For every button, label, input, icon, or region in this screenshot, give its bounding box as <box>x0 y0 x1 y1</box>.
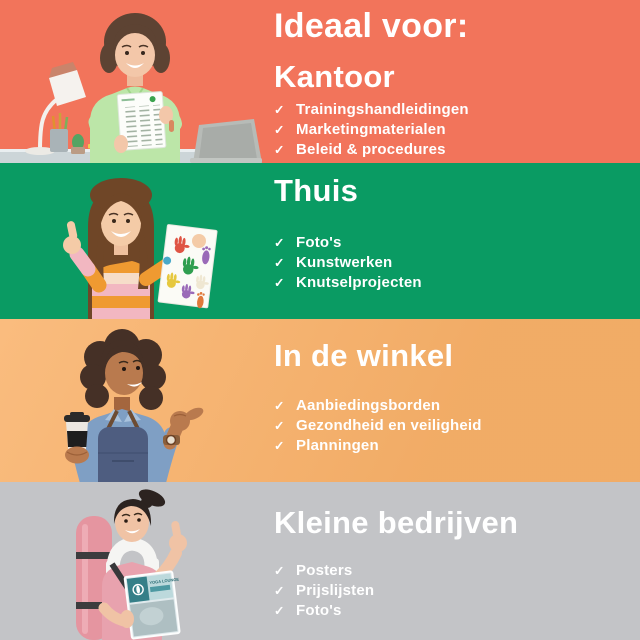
thuis-copy <box>274 163 632 293</box>
checklist-item-label: Gezondheid en veiligheid <box>296 416 482 434</box>
checklist-item-label: Beleid & procedures <box>296 140 446 158</box>
checklist-item <box>274 253 632 273</box>
checklist-item <box>274 601 632 621</box>
checklist-item-label: Posters <box>296 561 353 579</box>
checklist-item <box>274 561 632 581</box>
checklist-item <box>274 273 632 293</box>
kantoor-copy <box>274 0 632 160</box>
section-title-bedrijven: Kleine bedrijven <box>274 505 519 540</box>
check-icon: ✓ <box>274 255 285 270</box>
check-icon: ✓ <box>274 142 285 157</box>
check-icon: ✓ <box>274 275 285 290</box>
section-thuis <box>0 163 640 319</box>
photo-barista <box>0 319 262 482</box>
photo-yoga-woman <box>0 482 262 640</box>
checklist-item <box>274 233 632 253</box>
check-icon: ✓ <box>274 438 285 453</box>
checklist-item <box>274 100 632 120</box>
winkel-copy <box>274 319 632 456</box>
checklist-bedrijven <box>274 561 632 621</box>
pointing-thumb-hand <box>163 405 205 445</box>
check-icon: ✓ <box>274 235 285 250</box>
pencil-cup-icon <box>50 113 68 152</box>
checklist-item <box>274 581 632 601</box>
office-woman-illustration <box>0 0 262 163</box>
check-icon: ✓ <box>274 583 285 598</box>
barista <box>79 329 172 482</box>
wrist-watch-icon <box>163 435 180 445</box>
checklist-item <box>274 140 632 160</box>
checklist-item <box>274 436 632 456</box>
section-bedrijven <box>0 482 640 640</box>
coffee-cup-icon <box>64 412 90 464</box>
thumbs-up-hand <box>169 520 187 552</box>
gripping-hand <box>192 234 206 248</box>
laptop-icon <box>190 119 262 163</box>
yoga-woman-illustration <box>0 482 262 640</box>
checklist-item-label: Aanbiedingsborden <box>296 396 441 414</box>
cactus-icon <box>71 134 85 154</box>
checklist-thuis <box>274 233 632 293</box>
wrist-watch-icon <box>169 120 174 132</box>
checklist-item <box>274 120 632 140</box>
photo-girl-artwork <box>0 163 262 319</box>
checklist-item <box>274 416 632 436</box>
barista-illustration <box>0 319 262 482</box>
checklist-item-label: Foto's <box>296 233 342 251</box>
bedrijven-copy <box>274 482 632 621</box>
checklist-kantoor <box>274 100 632 160</box>
checklist-item <box>274 396 632 416</box>
photo-office-woman <box>0 0 262 163</box>
checklist-item-label: Trainingshandleidingen <box>296 100 469 118</box>
checklist-item-label: Kunstwerken <box>296 253 393 271</box>
checklist-item-label: Foto's <box>296 601 342 619</box>
check-icon: ✓ <box>274 398 285 413</box>
check-icon: ✓ <box>274 563 285 578</box>
checklist-winkel <box>274 396 632 456</box>
laminated-poster <box>125 571 186 639</box>
check-icon: ✓ <box>274 418 285 433</box>
girl-artwork-illustration <box>0 163 262 319</box>
check-icon: ✓ <box>274 122 285 137</box>
check-icon: ✓ <box>274 603 285 618</box>
checklist-item-label: Marketingmaterialen <box>296 120 446 138</box>
poster-title: YOGA LOUNGE <box>149 576 180 586</box>
section-title-kantoor: Kantoor <box>274 59 395 95</box>
thumbs-up-hand <box>63 220 81 254</box>
section-kantoor <box>0 0 640 163</box>
checklist-item-label: Prijslijsten <box>296 581 375 599</box>
check-icon: ✓ <box>274 102 285 117</box>
section-winkel <box>0 319 640 482</box>
section-title-thuis: Thuis <box>274 173 359 208</box>
checklist-item-label: Planningen <box>296 436 379 454</box>
page-title: Ideaal voor: <box>274 7 469 45</box>
checklist-item-label: Knutselprojecten <box>296 273 422 291</box>
holding-hand <box>120 610 134 628</box>
denim-apron <box>98 427 148 482</box>
section-title-winkel: In de winkel <box>274 338 454 373</box>
artwork-paper <box>158 224 217 309</box>
